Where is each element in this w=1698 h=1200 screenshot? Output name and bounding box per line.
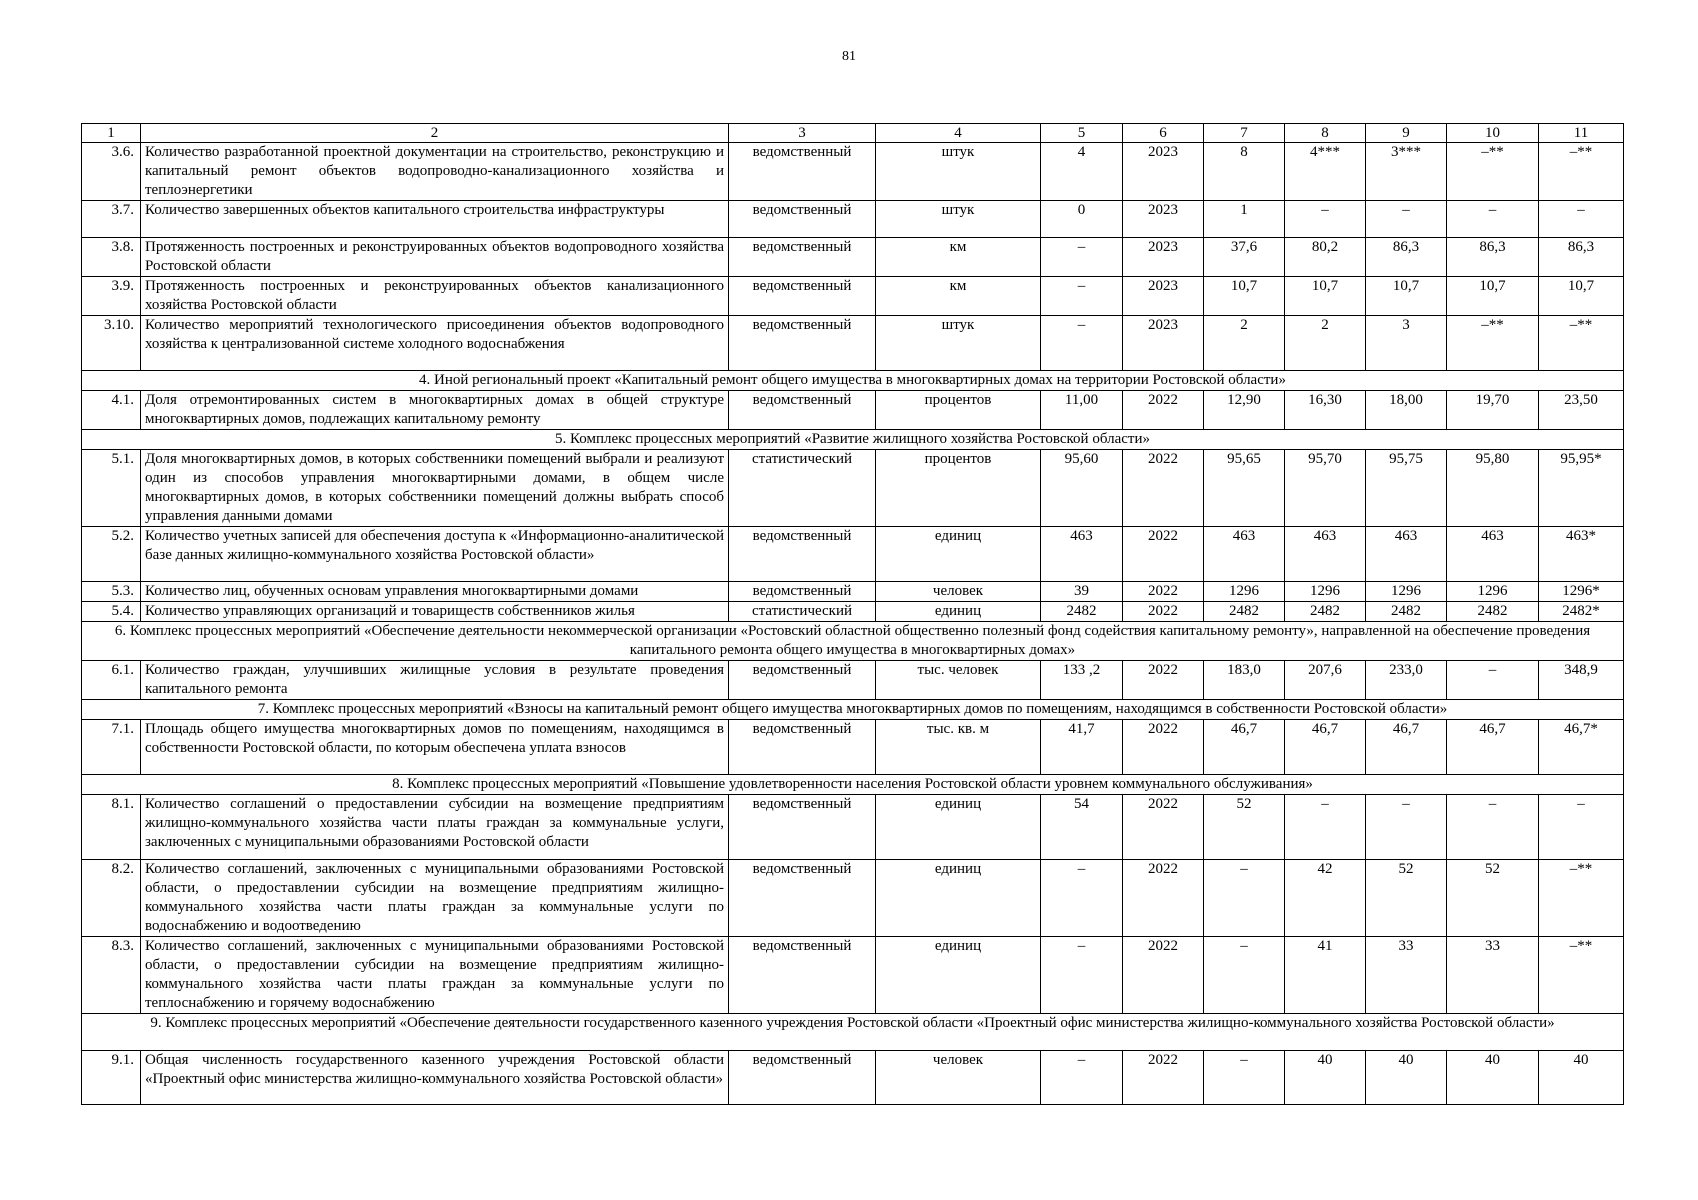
base-value-cell: 54 <box>1041 795 1123 860</box>
section-row <box>82 430 1624 450</box>
value-col8-cell: 16,30 <box>1285 391 1366 430</box>
value-col7-cell: 183,0 <box>1204 661 1285 700</box>
value-col9-cell: 3*** <box>1366 143 1447 201</box>
base-year-cell: 2022 <box>1123 795 1204 860</box>
value-col7-cell: 1296 <box>1204 582 1285 602</box>
indicator-type-cell: ведомственный <box>729 860 876 937</box>
table-row <box>82 1051 1624 1105</box>
base-value-cell: – <box>1041 860 1123 937</box>
value-col7-cell: 2482 <box>1204 602 1285 622</box>
indicator-type-cell: ведомственный <box>729 527 876 582</box>
value-col11-cell: 10,7 <box>1539 277 1624 316</box>
base-year-cell: 2022 <box>1123 582 1204 602</box>
base-value-cell: – <box>1041 937 1123 1014</box>
section-title: 4. Иной региональный проект «Капитальный ремонт общего имущества в многоквартирных домах на территории Ростовской области» <box>82 371 1624 391</box>
value-col8-cell: 42 <box>1285 860 1366 937</box>
value-col9-cell: 46,7 <box>1366 720 1447 775</box>
table-row <box>82 582 1624 602</box>
unit-cell: единиц <box>876 860 1041 937</box>
indicator-name-cell: Протяженность построенных и реконструированных объектов водопроводного хозяйства Ростовской области <box>141 238 729 277</box>
value-col11-cell: 46,7* <box>1539 720 1624 775</box>
value-col9-cell: 2482 <box>1366 602 1447 622</box>
table-row <box>82 238 1624 277</box>
row-number-cell: 7.1. <box>82 720 141 775</box>
section-row <box>82 700 1624 720</box>
section-title: 6. Комплекс процессных мероприятий «Обеспечение деятельности некоммерческой организации «Ростовский областной общественно полезный фонд содействия капитальному ремонту», направленной на обеспечение проведения капитального ремонта общего имущества в многоквартирных домах» <box>82 622 1624 661</box>
base-year-cell: 2022 <box>1123 661 1204 700</box>
row-number-cell: 8.2. <box>82 860 141 937</box>
header-cell: 4 <box>876 124 1041 143</box>
value-col8-cell: – <box>1285 795 1366 860</box>
indicator-name-cell: Доля отремонтированных систем в многоквартирных домах в общей структуре многоквартирных домов, подлежащих капитальному ремонту <box>141 391 729 430</box>
table-row <box>82 277 1624 316</box>
unit-cell: единиц <box>876 937 1041 1014</box>
row-number-cell: 8.1. <box>82 795 141 860</box>
value-col10-cell: – <box>1447 201 1539 238</box>
indicator-name-cell: Площадь общего имущества многоквартирных домов по помещениям, находящимся в собственности Ростовской области, по которым обеспечена уплата взносов <box>141 720 729 775</box>
indicator-type-cell: ведомственный <box>729 1051 876 1105</box>
table-row <box>82 602 1624 622</box>
value-col10-cell: 40 <box>1447 1051 1539 1105</box>
base-year-cell: 2022 <box>1123 937 1204 1014</box>
table-row <box>82 391 1624 430</box>
table-row <box>82 937 1624 1014</box>
value-col11-cell: –** <box>1539 860 1624 937</box>
section-row <box>82 1014 1624 1051</box>
base-value-cell: 39 <box>1041 582 1123 602</box>
table-row <box>82 661 1624 700</box>
header-cell: 8 <box>1285 124 1366 143</box>
value-col7-cell: 37,6 <box>1204 238 1285 277</box>
indicator-name-cell: Количество завершенных объектов капитального строительства инфраструктуры <box>141 201 729 238</box>
indicator-type-cell: ведомственный <box>729 277 876 316</box>
value-col10-cell: – <box>1447 795 1539 860</box>
value-col10-cell: 46,7 <box>1447 720 1539 775</box>
indicator-name-cell: Общая численность государственного казенного учреждения Ростовской области «Проектный офис министерства жилищно-коммунального хозяйства Ростовской области» <box>141 1051 729 1105</box>
value-col7-cell: 8 <box>1204 143 1285 201</box>
value-col10-cell: 33 <box>1447 937 1539 1014</box>
value-col10-cell: 10,7 <box>1447 277 1539 316</box>
indicators-table <box>81 123 1624 1105</box>
row-number-cell: 3.7. <box>82 201 141 238</box>
section-title: 8. Комплекс процессных мероприятий «Повышение удовлетворенности населения Ростовской области уровнем коммунального обслуживания» <box>82 775 1624 795</box>
value-col11-cell: 95,95* <box>1539 450 1624 527</box>
unit-cell: км <box>876 277 1041 316</box>
table-row <box>82 450 1624 527</box>
value-col8-cell: 463 <box>1285 527 1366 582</box>
base-year-cell: 2023 <box>1123 238 1204 277</box>
row-number-cell: 5.2. <box>82 527 141 582</box>
unit-cell: процентов <box>876 391 1041 430</box>
table-row <box>82 527 1624 582</box>
row-number-cell: 3.9. <box>82 277 141 316</box>
value-col9-cell: 18,00 <box>1366 391 1447 430</box>
header-cell: 11 <box>1539 124 1624 143</box>
base-year-cell: 2022 <box>1123 450 1204 527</box>
header-cell: 3 <box>729 124 876 143</box>
section-row <box>82 775 1624 795</box>
indicator-type-cell: ведомственный <box>729 391 876 430</box>
header-cell: 6 <box>1123 124 1204 143</box>
base-year-cell: 2022 <box>1123 720 1204 775</box>
header-cell: 10 <box>1447 124 1539 143</box>
row-number-cell: 5.1. <box>82 450 141 527</box>
value-col10-cell: 463 <box>1447 527 1539 582</box>
value-col11-cell: 23,50 <box>1539 391 1624 430</box>
value-col11-cell: 463* <box>1539 527 1624 582</box>
value-col8-cell: – <box>1285 201 1366 238</box>
value-col9-cell: – <box>1366 795 1447 860</box>
value-col11-cell: 86,3 <box>1539 238 1624 277</box>
value-col10-cell: 86,3 <box>1447 238 1539 277</box>
value-col11-cell: 40 <box>1539 1051 1624 1105</box>
value-col9-cell: 463 <box>1366 527 1447 582</box>
indicator-type-cell: статистический <box>729 450 876 527</box>
row-number-cell: 8.3. <box>82 937 141 1014</box>
unit-cell: процентов <box>876 450 1041 527</box>
page-number: 81 <box>842 49 856 64</box>
unit-cell: штук <box>876 143 1041 201</box>
unit-cell: единиц <box>876 527 1041 582</box>
base-year-cell: 2022 <box>1123 602 1204 622</box>
value-col10-cell: –** <box>1447 143 1539 201</box>
section-row <box>82 622 1624 661</box>
indicator-type-cell: ведомственный <box>729 201 876 238</box>
value-col11-cell: –** <box>1539 937 1624 1014</box>
value-col8-cell: 80,2 <box>1285 238 1366 277</box>
section-title: 5. Комплекс процессных мероприятий «Развитие жилищного хозяйства Ростовской области» <box>82 430 1624 450</box>
value-col7-cell: 10,7 <box>1204 277 1285 316</box>
header-cell: 7 <box>1204 124 1285 143</box>
base-year-cell: 2022 <box>1123 527 1204 582</box>
value-col9-cell: 40 <box>1366 1051 1447 1105</box>
base-value-cell: 4 <box>1041 143 1123 201</box>
value-col8-cell: 40 <box>1285 1051 1366 1105</box>
indicator-name-cell: Количество граждан, улучшивших жилищные условия в результате проведения капитального ремонта <box>141 661 729 700</box>
value-col7-cell: 2 <box>1204 316 1285 371</box>
value-col11-cell: 1296* <box>1539 582 1624 602</box>
row-number-cell: 3.6. <box>82 143 141 201</box>
unit-cell: человек <box>876 582 1041 602</box>
row-number-cell: 6.1. <box>82 661 141 700</box>
value-col11-cell: –** <box>1539 143 1624 201</box>
indicator-name-cell: Количество соглашений, заключенных с муниципальными образованиями Ростовской области, о предоставлении субсидии на возмещение предприятиям жилищно-коммунального хозяйства части платы граждан за коммунальные услуги по теплоснабжению и горячему водоснабжению <box>141 937 729 1014</box>
base-value-cell: 133 ,2 <box>1041 661 1123 700</box>
value-col8-cell: 1296 <box>1285 582 1366 602</box>
value-col9-cell: 86,3 <box>1366 238 1447 277</box>
indicator-type-cell: ведомственный <box>729 795 876 860</box>
value-col7-cell: – <box>1204 937 1285 1014</box>
header-cell: 9 <box>1366 124 1447 143</box>
value-col10-cell: 2482 <box>1447 602 1539 622</box>
value-col7-cell: – <box>1204 860 1285 937</box>
indicator-type-cell: ведомственный <box>729 316 876 371</box>
indicator-type-cell: ведомственный <box>729 720 876 775</box>
unit-cell: единиц <box>876 795 1041 860</box>
base-value-cell: – <box>1041 1051 1123 1105</box>
value-col8-cell: 2 <box>1285 316 1366 371</box>
value-col7-cell: – <box>1204 1051 1285 1105</box>
indicator-type-cell: статистический <box>729 602 876 622</box>
value-col8-cell: 207,6 <box>1285 661 1366 700</box>
value-col9-cell: 233,0 <box>1366 661 1447 700</box>
value-col11-cell: –** <box>1539 316 1624 371</box>
row-number-cell: 9.1. <box>82 1051 141 1105</box>
value-col7-cell: 52 <box>1204 795 1285 860</box>
value-col7-cell: 46,7 <box>1204 720 1285 775</box>
indicator-type-cell: ведомственный <box>729 661 876 700</box>
value-col8-cell: 4*** <box>1285 143 1366 201</box>
table-row <box>82 795 1624 860</box>
section-title: 7. Комплекс процессных мероприятий «Взносы на капитальный ремонт общего имущества многоквартирных домов по помещениям, находящимся в собственности Ростовской области» <box>82 700 1624 720</box>
indicator-name-cell: Количество соглашений о предоставлении субсидии на возмещение предприятиям жилищно-коммунального хозяйства части платы граждан за коммунальные услуги, заключенных с муниципальными образованиями Ростовской области <box>141 795 729 860</box>
value-col10-cell: – <box>1447 661 1539 700</box>
header-cell: 5 <box>1041 124 1123 143</box>
unit-cell: штук <box>876 316 1041 371</box>
base-value-cell: – <box>1041 316 1123 371</box>
section-title: 9. Комплекс процессных мероприятий «Обеспечение деятельности государственного казенного учреждения Ростовской области «Проектный офис министерства жилищно-коммунального хозяйства Ростовской области» <box>82 1014 1624 1051</box>
base-year-cell: 2023 <box>1123 201 1204 238</box>
table-row <box>82 860 1624 937</box>
unit-cell: тыс. человек <box>876 661 1041 700</box>
value-col8-cell: 95,70 <box>1285 450 1366 527</box>
unit-cell: км <box>876 238 1041 277</box>
indicator-name-cell: Количество управляющих организаций и товариществ собственников жилья <box>141 602 729 622</box>
indicator-name-cell: Количество учетных записей для обеспечения доступа к «Информационно-аналитической базе данных жилищно-коммунального хозяйства Ростовской области» <box>141 527 729 582</box>
indicator-name-cell: Доля многоквартирных домов, в которых собственники помещений выбрали и реализуют один из способов управления многоквартирными домами, в общем числе многоквартирных домов, в которых собственники помещений должны выбрать способ управления данными домами <box>141 450 729 527</box>
value-col11-cell: 2482* <box>1539 602 1624 622</box>
value-col9-cell: 52 <box>1366 860 1447 937</box>
row-number-cell: 4.1. <box>82 391 141 430</box>
value-col9-cell: – <box>1366 201 1447 238</box>
value-col8-cell: 46,7 <box>1285 720 1366 775</box>
value-col9-cell: 95,75 <box>1366 450 1447 527</box>
row-number-cell: 3.10. <box>82 316 141 371</box>
indicator-type-cell: ведомственный <box>729 582 876 602</box>
base-year-cell: 2023 <box>1123 316 1204 371</box>
base-value-cell: 41,7 <box>1041 720 1123 775</box>
value-col10-cell: 95,80 <box>1447 450 1539 527</box>
indicator-type-cell: ведомственный <box>729 937 876 1014</box>
row-number-cell: 5.4. <box>82 602 141 622</box>
indicator-type-cell: ведомственный <box>729 143 876 201</box>
header-row <box>82 124 1624 143</box>
value-col8-cell: 10,7 <box>1285 277 1366 316</box>
unit-cell: тыс. кв. м <box>876 720 1041 775</box>
indicator-type-cell: ведомственный <box>729 238 876 277</box>
base-year-cell: 2023 <box>1123 143 1204 201</box>
base-value-cell: 2482 <box>1041 602 1123 622</box>
indicator-name-cell: Протяженность построенных и реконструированных объектов канализационного хозяйства Ростовской области <box>141 277 729 316</box>
header-cell: 1 <box>82 124 141 143</box>
base-value-cell: 463 <box>1041 527 1123 582</box>
table-body <box>82 124 1624 1105</box>
value-col9-cell: 1296 <box>1366 582 1447 602</box>
table-row <box>82 143 1624 201</box>
row-number-cell: 3.8. <box>82 238 141 277</box>
value-col11-cell: – <box>1539 201 1624 238</box>
value-col8-cell: 2482 <box>1285 602 1366 622</box>
base-value-cell: 0 <box>1041 201 1123 238</box>
base-value-cell: – <box>1041 277 1123 316</box>
header-cell: 2 <box>141 124 729 143</box>
row-number-cell: 5.3. <box>82 582 141 602</box>
unit-cell: единиц <box>876 602 1041 622</box>
value-col9-cell: 3 <box>1366 316 1447 371</box>
base-year-cell: 2023 <box>1123 277 1204 316</box>
base-year-cell: 2022 <box>1123 860 1204 937</box>
base-value-cell: – <box>1041 238 1123 277</box>
section-row <box>82 371 1624 391</box>
value-col7-cell: 463 <box>1204 527 1285 582</box>
value-col10-cell: 19,70 <box>1447 391 1539 430</box>
value-col9-cell: 33 <box>1366 937 1447 1014</box>
value-col10-cell: –** <box>1447 316 1539 371</box>
base-value-cell: 95,60 <box>1041 450 1123 527</box>
indicator-name-cell: Количество лиц, обученных основам управления многоквартирными домами <box>141 582 729 602</box>
value-col9-cell: 10,7 <box>1366 277 1447 316</box>
value-col10-cell: 52 <box>1447 860 1539 937</box>
table-row <box>82 720 1624 775</box>
table-row <box>82 316 1624 371</box>
table-row <box>82 201 1624 238</box>
value-col8-cell: 41 <box>1285 937 1366 1014</box>
value-col7-cell: 1 <box>1204 201 1285 238</box>
base-year-cell: 2022 <box>1123 1051 1204 1105</box>
unit-cell: человек <box>876 1051 1041 1105</box>
value-col7-cell: 12,90 <box>1204 391 1285 430</box>
indicator-name-cell: Количество разработанной проектной документации на строительство, реконструкцию и капитальный ремонт объектов водопроводно-канализационного хозяйства и теплоэнергетики <box>141 143 729 201</box>
value-col11-cell: – <box>1539 795 1624 860</box>
base-value-cell: 11,00 <box>1041 391 1123 430</box>
indicator-name-cell: Количество мероприятий технологического присоединения объектов водопроводного хозяйства к централизованной системе холодного водоснабжения <box>141 316 729 371</box>
indicator-name-cell: Количество соглашений, заключенных с муниципальными образованиями Ростовской области, о предоставлении субсидии на возмещение предприятиям жилищно-коммунального хозяйства части платы граждан за коммунальные услуги по водоснабжению и водоотведению <box>141 860 729 937</box>
value-col7-cell: 95,65 <box>1204 450 1285 527</box>
base-year-cell: 2022 <box>1123 391 1204 430</box>
unit-cell: штук <box>876 201 1041 238</box>
value-col11-cell: 348,9 <box>1539 661 1624 700</box>
value-col10-cell: 1296 <box>1447 582 1539 602</box>
